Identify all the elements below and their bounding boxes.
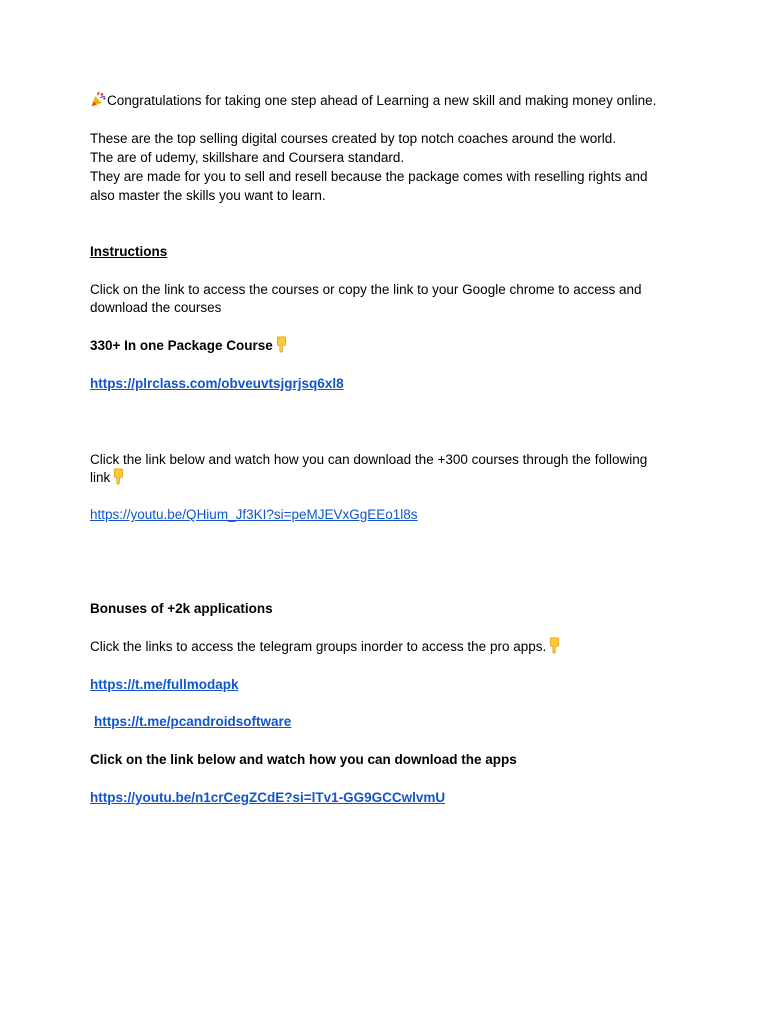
- intro-line-3: They are made for you to sell and resell because the package comes with reselling rights and: [90, 169, 648, 184]
- intro-line-2: The are of udemy, skillshare and Coursera standard.: [90, 150, 405, 165]
- intro-line-4: also master the skills you want to learn.: [90, 188, 326, 203]
- video-line-1: Click the link below and watch how you can download the +300 courses through the following: [90, 452, 648, 467]
- congrats-line: [90, 91, 656, 110]
- video-line-2: [90, 468, 127, 487]
- instructions-heading: Instructions: [90, 244, 168, 259]
- party-popper-icon: [90, 91, 107, 108]
- telegram-link-pcandroidsoftware[interactable]: https://t.me/pcandroidsoftware: [94, 714, 292, 729]
- congrats-text: Congratulations for taking one step ahead of Learning a new skill and making money online.: [107, 93, 657, 108]
- pointing-down-icon: [110, 468, 127, 485]
- intro-line-1: These are the top selling digital courses created by top notch coaches around the world.: [90, 131, 617, 146]
- package-title-line: [90, 336, 290, 355]
- instructions-line-1: Click on the link to access the courses or copy the link to your Google chrome to access and: [90, 282, 642, 297]
- instructions-line-2: download the courses: [90, 300, 222, 315]
- video-line-2-text: link: [90, 470, 111, 485]
- pointing-down-icon: [546, 637, 563, 654]
- bonuses-title: Bonuses of +2k applications: [90, 601, 273, 616]
- apps-instruction: Click on the link below and watch how you can download the apps: [90, 752, 517, 767]
- package-title: 330+ In one Package Course: [90, 338, 273, 353]
- apps-youtube-link[interactable]: https://youtu.be/n1crCegZCdE?si=lTv1-GG9GCCwlvmU: [90, 790, 446, 805]
- bonuses-text: Click the links to access the telegram groups inorder to access the pro apps.: [90, 639, 547, 654]
- package-course-link[interactable]: https://plrclass.com/obveuvtsjgrjsq6xl8: [90, 376, 344, 391]
- bonuses-text-line: [90, 637, 563, 656]
- pointing-down-icon: [273, 336, 290, 353]
- youtube-tutorial-link[interactable]: https://youtu.be/QHium_Jf3KI?si=peMJEVxGgEEo1l8s: [90, 507, 418, 522]
- telegram-link-fullmodapk[interactable]: https://t.me/fullmodapk: [90, 677, 239, 692]
- document-page: [90, 0, 690, 1024]
